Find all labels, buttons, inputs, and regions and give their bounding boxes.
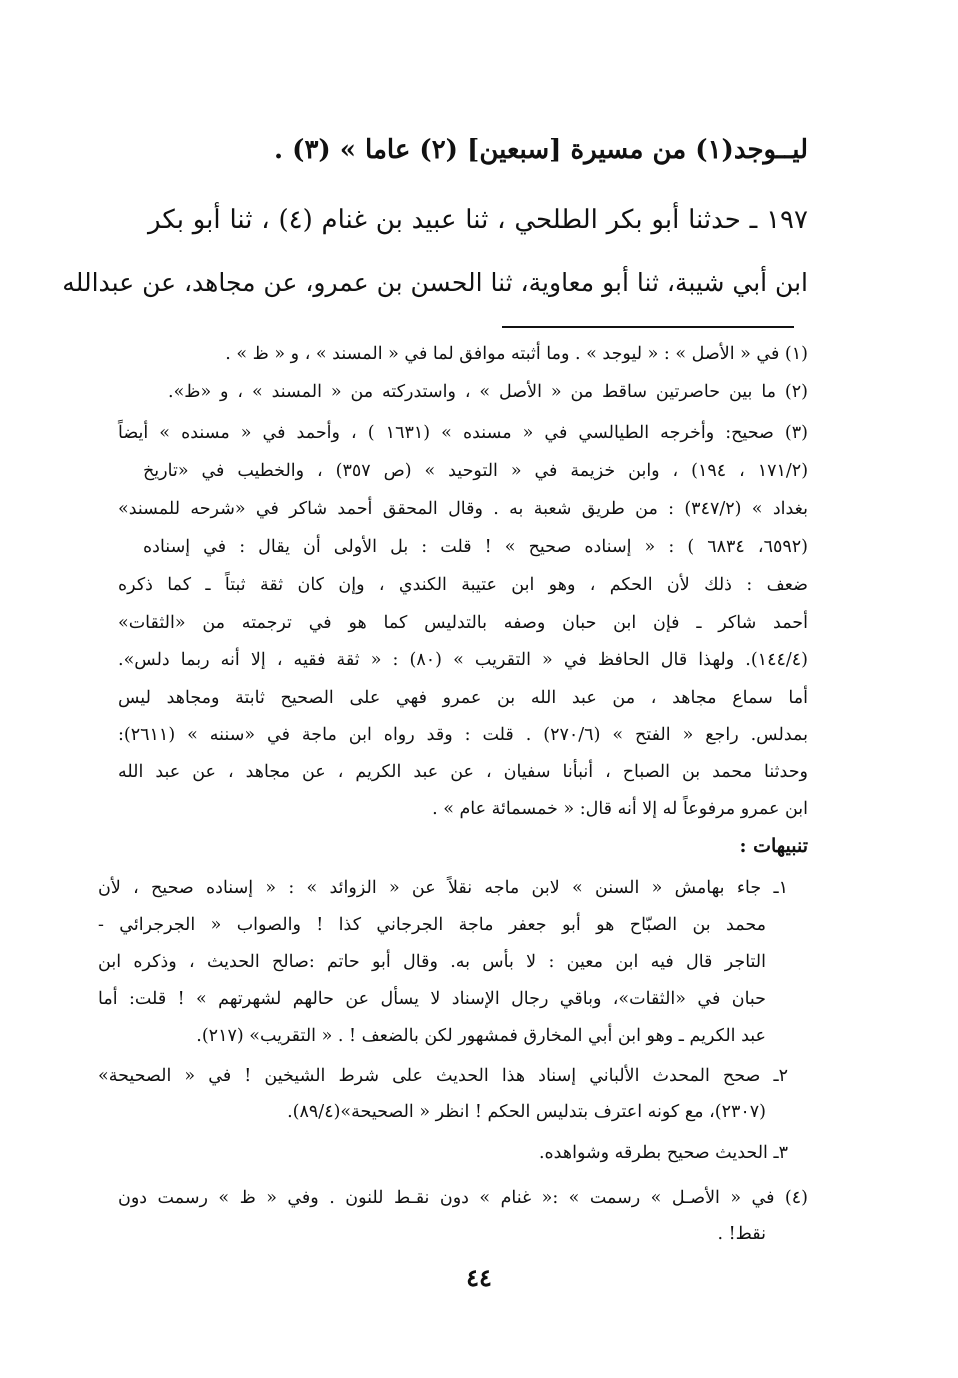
footnote-3-line-1: (٣) صحيح: وأخرجه الطيالسي في « مسنده » (١٦٣١ ) ، وأحمد في « مسنده » أيضاً [118, 423, 808, 443]
note-2-line-2: (٢٣٠٧)، مع كونه اعترف بتدليس الحكم ! انظر « الصحيحة»(٨٩/٤). [287, 1102, 766, 1122]
note-1-line-1: ١ـ جاء بهامش « السنن » لابن ماجه نقلاً عن « الزوائد » : « إسناده صحيح ، لأن [98, 878, 788, 898]
footnote-1: (١) في « الأصل » : « ليوجد » . وما أثبته موافق لما في « المسند » ، و « ظ » . [225, 344, 808, 364]
footnote-3-line-8: أما سماع مجاهد ، من عبد الله بن عمرو فهي على الصحيح ثابتة ومجاهد ليس [118, 688, 808, 708]
footnote-3-line-11: ابن عمرو مرفوعاً له إلا أنه قال: « خمسمائة عام » . [432, 799, 808, 819]
notes-heading: تنبيهات : [739, 835, 808, 857]
footnote-4-line-1: (٤) في « الأصـل » رسمت » :« غنام » دون نقـط للنون . وفي « ظ » رسمت دون [118, 1188, 808, 1208]
footnote-2: (٢) ما بين حاصرتين ساقط من « الأصل » ، واستدركته من « المسند » ، و «ظ». [168, 382, 808, 402]
footnote-3-line-4: (٦٥٩٢، ٦٨٣٤ ) : « إسناده صحيح » ! قلت : بل الأولى أن يقال : في إسناده [143, 537, 808, 557]
note-2-line-1: ٢ـ صحح المحدث الألباني إسناد هذا الحديث على شرط الشيخين ! في « الصحيحة» [98, 1066, 788, 1086]
footnote-3-line-2: (١٧١/٢ ، ١٩٤) ، وابن خزيمة في « التوحيد » (ص ٣٥٧) ، والخطيب في «تاريخ [143, 461, 809, 481]
note-1-line-2: محمد بن الصبّاح هو أبو جعفر ماجة الجرجاني كذا ! والصواب « الجرجرائي - [98, 915, 766, 935]
footnote-3-line-5: ضعف : ذلك لأن الحكم ، وهو ابن عتيبة الكندي ، وإن كان ثقة ثبتاً ـ كما ذكره [118, 575, 808, 595]
note-3: ٣ـ الحديث صحيح بطرقه وشواهده. [538, 1143, 788, 1163]
footnote-3-line-9: بمدلس. راجع « الفتح » (٢٧٠/٦) . قلت : وقد رواه ابن ماجة في «سننه » (٢٦١١): [118, 725, 808, 745]
main-text-line-2: ١٩٧ ـ حدثنا أبو بكر الطلحي ، ثنا عبيد بن غنام (٤) ، ثنا أبو بكر [148, 205, 808, 235]
footnote-3-line-10: وحدثنا محمد بن الصباح ، أنبأنا سفيان ، عن عبد الكريم ، عن مجاهد ، عن عبد الله [118, 762, 808, 782]
footnote-3-line-3: بغداد » (٣٤٧/٢) : من طريق شعبة به . وقال المحقق أحمد شاكر في «شرحه للمسند» [118, 499, 808, 519]
note-1-line-3: التاجر قال فيه ابن معين : لا بأس به. وقال أبو حاتم :صالح الحديث ، وذكره ابن [98, 952, 766, 972]
note-1-line-4: حبان في «الثقات»، وباقي رجال الإسناد لا يسأل عن حالهم لشهرتهم » ! قلت: أما [98, 989, 766, 1009]
footnote-4-line-2: نقط! . [717, 1224, 766, 1244]
footnote-3-line-7: (١٤٤/٤). ولهذا قال الحافظ في « التقريب » (٨٠) : « ثقة فقيه ، إلا أنه ربما دلس». [118, 650, 808, 670]
footnote-separator [502, 326, 794, 328]
main-text-line-1: ليــوجد(١) من مسيرة [سبعين] (٢) عاما » (٣) . [274, 135, 808, 165]
note-1-line-5: عبد الكريم ـ وهو ابن أبي المخارق فمشهور لكن بالضعف ! . « التقريب» (٢١٧). [196, 1026, 766, 1046]
main-text-line-3: ابن أبي شيبة، ثنا أبو معاوية، ثنا الحسن بن عمرو، عن مجاهد، عن عبدالله [62, 268, 808, 297]
footnote-3-line-6: أحمد شاكر ـ فإن ابن حبان وصفه بالتدليس كما هو في ترجمته من «الثقات» [118, 613, 808, 633]
page-number: ٤٤ [466, 1263, 492, 1292]
